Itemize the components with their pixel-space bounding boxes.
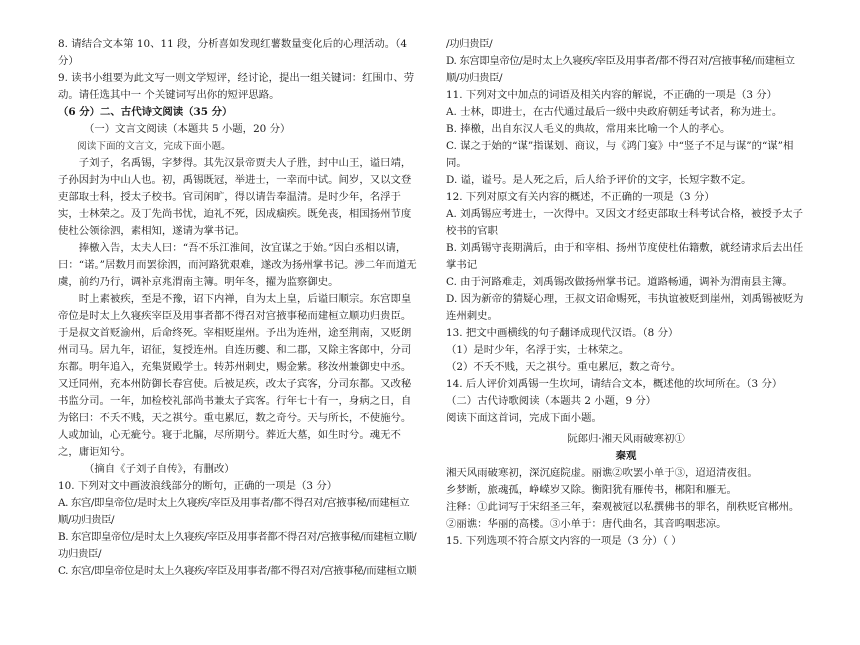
- left-text-line: 10. 下列对文中画波浪线部分的断句，正确的一项是（3 分）: [58, 480, 338, 492]
- left-text-line: 子刘子，名禹锡，字梦得。其先汉景帝贾夫人子胜，封中山王，谥曰靖，子孙因封为中山人也。初，禹锡既冠，举进士，一幸而中试。间岁，又以文登吏部取士科，授太子校书。官司闲旷，得以请告奉温清。是时少年，名浮于实，士林荣之。及丁先尚书忧，迫礼不死，因成痼疾。既免丧，相国扬州节度使杜公领徐泗，素相知，遂请为掌书记。: [58, 157, 412, 237]
- right-text-line: D. 谥，谥号。是人死之后，后人给予评价的文字，长短字数不定。: [446, 174, 752, 186]
- right-text-line: 13. 把文中画横线的句子翻译成现代汉语。（8 分）: [446, 327, 679, 339]
- right-text-line: （2）不夭不贱，天之祺兮。重屯累厄，数之奇兮。: [446, 361, 682, 373]
- right-text-line: /功归贵臣/: [446, 38, 493, 50]
- left-text-line: 8. 请结合文本第 10、11 段，分析喜如发现红薯数量变化后的心理活动。（4 分）: [58, 38, 408, 67]
- right-text-line: 14. 后人评价刘禹锡一生坎坷，请结合文本，概述他的坎坷所在。（3 分）: [446, 378, 783, 390]
- left-text-line: 捧檄入告，太夫人曰：“吾不乐江淮间，汝宜谋之于始。”因白丞相以请，曰：“诺。”居数月而罢徐泗，而河路犹艰难，遂改为扬州掌书记。涉二年而道无虞，前约乃行，调补京兆渭南主簿。明年冬，擢为监察御史。: [58, 242, 417, 288]
- left-text-line: （一）文言文阅读（本题共 5 小题，20 分）: [84, 123, 291, 135]
- left-text-line: 时上素被疾，至是不豫，诏下内禅，自为太上皇，后谥曰顺宗。东宫即皇帝位是时太上久寝疾宰臣及用事者都不得召对宫掖事秘而建桓立顺功归贵臣。于是叔文首贬渝州，后命终死。宰相贬崖州。予出为连州，途至荆南，又贬朗州司马。居九年，诏征，复授连州。自连历夔、和二郡，又除主客郎中，分司东都。明年追入，充集贤殿学士。转苏州刺史，赐金紫。移汝州兼御史中丞。又迁同州，充本州防御长春宫使。后被足疾，改太子宾客，分司东都。又改秘书监分司。一年，加检校礼部尚书兼太子宾客。行年七十有一，身病之日，自为铭曰：不夭不贱，天之祺兮。重屯累厄，数之奇兮。天与所长，不使施兮。人或加讪，心无疵兮。寝于北牖，尽所期兮。葬近大墓，如生时兮。魂无不之，庸讵知兮。: [58, 293, 412, 458]
- right-text-line: C. 谋之于始的“谋”指谋划、商议，与《鸿门宴》中“竖子不足与谋”的“谋”相同。: [446, 140, 794, 169]
- right-text-line: 注释：①此词写于宋绍圣三年，秦观被冠以私撰佛书的罪名，削秩贬官郴州。②丽谯：华丽的高楼。③小单于：唐代曲名，其音呜咽悲凉。: [446, 501, 800, 530]
- right-text-line: 乡梦断，旅魂孤，峥嵘岁又除。衡阳犹有雁传书，郴阳和雁无。: [446, 484, 737, 496]
- right-text-line: D. 东宫即皇帝位/是时太上久寝疾/宰臣及用事者/都不得召对/宫掖事秘/而建桓立顺/功归贵臣/: [446, 55, 795, 84]
- left-column: [58, 36, 418, 580]
- right-text-line: 阮郎归·湘天风雨破寒初①: [567, 433, 685, 445]
- right-text-line: 阅读下面这首词，完成下面小题。: [446, 412, 602, 424]
- right-text-line: A. 刘禹锡应考进士，一次得中。又因文才经吏部取士科考试合格，被授予太子校书的官职: [446, 208, 803, 237]
- left-text-line: A. 东宫/即皇帝位/是时太上久寝疾/宰臣及用事者/都不得召对/宫掖事秘/而建桓立顺/功归贵臣/: [58, 497, 410, 526]
- right-text-line: D. 因为新帝的猜疑心理，王叔文诏命赐死，韦执谊被贬到崖州，刘禹锡被贬为连州刺史。: [446, 293, 804, 322]
- left-text-line: 9. 读书小组要为此文写一则文学短评，经讨论，提出一组关键词：红围巾、劳动。请任选其中一 个关键词写出你的短评思路。: [58, 72, 415, 101]
- right-text-line: 湘天风雨破寒初，深沉庭院虚。丽谯②吹罢小单于③，迢迢清夜徂。: [446, 467, 758, 479]
- right-text-line: B. 捧檄，出自东汉人毛义的典故，常用来比喻一个人的孝心。: [446, 123, 731, 135]
- right-text-line: 12. 下列对原文有关内容的概述，不正确的一项是（3 分）: [446, 191, 715, 203]
- right-text-line: 11. 下列对文中加点的词语及相关内容的解说，不正确的一项是（3 分）: [446, 89, 778, 101]
- left-text-line: B. 东宫即皇帝位/是时太上久寝疾/宰臣及用事者都不得召对/宫掖事秘/而建桓立顺/功归贵臣/: [58, 531, 417, 560]
- left-text-line: （6 分）二、古代诗文阅读（35 分）: [58, 106, 233, 118]
- left-text-line: 阅读下面的文言文，完成下面小题。: [77, 141, 231, 152]
- right-text-line: （二）古代诗歌阅读（本题共 2 小题，9 分）: [446, 395, 657, 407]
- right-text-line: 秦观: [615, 450, 637, 462]
- right-column: [446, 36, 806, 550]
- right-text-line: 15. 下列选项不符合原文内容的一项是（3 分）（ ）: [446, 535, 682, 547]
- right-text-line: A. 士林，即进士，在古代通过最后一级中央政府朝廷考试者，称为进士。: [446, 106, 783, 118]
- right-text-line: （1）是时少年，名浮于实，士林荣之。: [446, 344, 630, 356]
- right-text-line: C. 由于河路难走，刘禹锡改做扬州掌书记。道路畅通，调补为渭南县主簿。: [446, 276, 793, 288]
- right-text-line: B. 刘禹锡守丧期满后，由于和宰相、扬州节度使杜佑籍敷，就经请求后去出任掌书记: [446, 242, 804, 271]
- left-text-line: C. 东宫/即皇帝位是时太上久寝疾/宰臣及用事者/都不得召对/宫掖事秘/而建桓立顺: [58, 565, 417, 577]
- left-text-line: （摘自《子刘子自传》，有删改）: [84, 463, 235, 475]
